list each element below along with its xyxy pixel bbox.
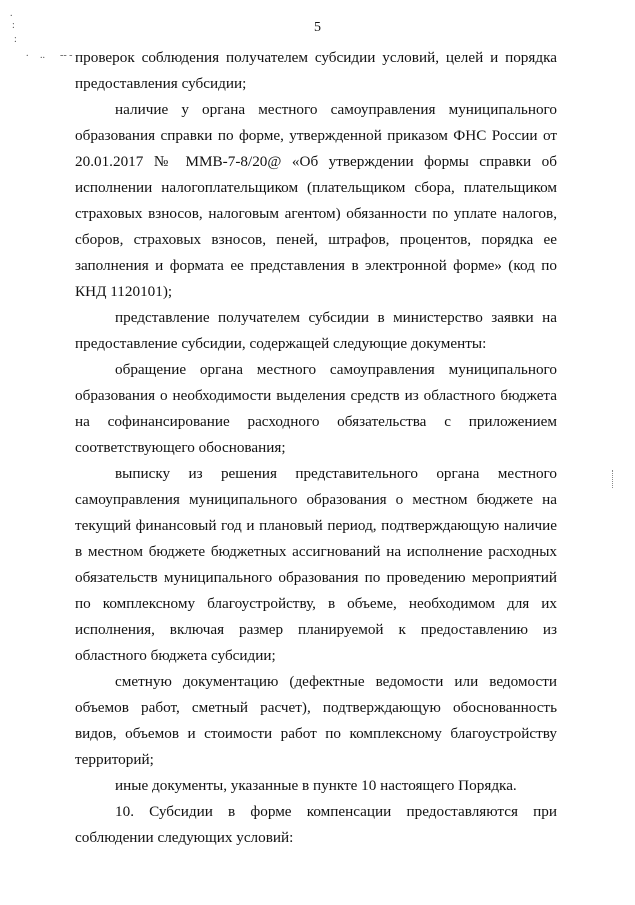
paragraph-3: представление получателем субсидии в министерство заявки на предоставление субсидии, содержащей следующие документы: bbox=[75, 309, 557, 352]
paragraph-6: сметную документацию (дефектные ведомости или ведомости объемов работ, сметный расчет), подтверждающую обоснованность видов, объемов и стоимости работ по комплексному благоустройству территорий; bbox=[75, 673, 557, 768]
scan-artifact-right bbox=[612, 470, 617, 488]
document-body bbox=[75, 45, 557, 851]
page-number: 5 bbox=[314, 20, 321, 35]
paragraph-1: проверок соблюдения получателем субсидии условий, целей и порядка предоставления субсидии; bbox=[75, 49, 557, 92]
scan-artifact-marks: . : : . .. -- - bbox=[10, 8, 73, 61]
paragraph-8: 10. Субсидии в форме компенсации предоставляются при соблюдении следующих условий: bbox=[75, 803, 557, 846]
paragraph-5: выписку из решения представительного органа местного самоуправления муниципального образования о местном бюджете на текущий финансовый год и плановый период, подтверждающую наличие в местном бюджете бюджетных ассигнований на исполнение расходных обязательств муниципального образования по проведению мероприятий по комплексному благоустройству, в объеме, необходимом для их исполнения, включая размер планируемой к предоставлению из областного бюджета субсидии; bbox=[75, 465, 557, 664]
paragraph-4: обращение органа местного самоуправления муниципального образования о необходимости выделения средств из областного бюджета на софинансирование расходного обязательства с приложением соответствующего обоснования; bbox=[75, 361, 557, 456]
paragraph-7: иные документы, указанные в пункте 10 настоящего Порядка. bbox=[115, 777, 517, 794]
paragraph-2: наличие у органа местного самоуправления муниципального образования справки по форме, утвержденной приказом ФНС России от 20.01.2017 № ММВ-7-8/20@ «Об утверждении формы справки об исполнении налогоплательщиком (плательщиком сбора, плательщиком страховых взносов, налоговым агентом) обязанности по уплате налогов, сборов, страховых взносов, пеней, штрафов, процентов, порядка ее заполнения и формата ее представления в электронной форме» (код по КНД 1120101); bbox=[75, 101, 557, 300]
